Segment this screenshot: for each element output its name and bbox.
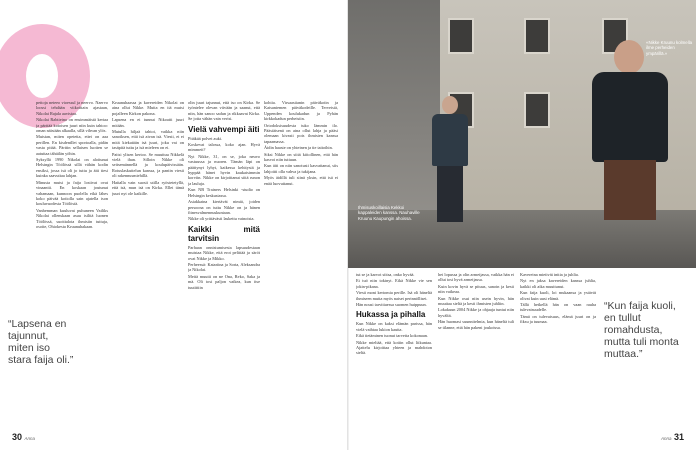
paragraph: Kruunuhaassa ja kavereiden Nikolai on aina ollut Nikke. Mutta en itä mutsi pojalleen Kirkon pakona. [112,100,184,116]
paragraph: tut se ja karvot siitsa, onko hyvää. [356,272,415,277]
photo-caption-right: «Nikke Kruunu kolmella ilme perheiden ympärillä.» [646,40,693,56]
legs [604,160,656,220]
paragraph: Äidin haaste on yhteinen ja tie taitoihin. [264,145,333,151]
paragraph: Paitsi ylisen kertoo. Se muuttuu Nikkelä vielä ihan. Silloin Nikke oli seitsemännellä ja koulupäivissään. Rotuslaskuttelun kanssa, ja pantin viesti oli rakennusmiehillä. [112,151,184,179]
head [614,40,644,74]
paragraph: Kun äiti on niin sanotusti kasvattanut, siis lahjoitti olla vahva ja tukijana. [264,163,338,174]
paragraph: Minusta mutsi ja faija lostivat ovat vinaantti. En koskaan joutunut vahamaan, kunnoon puolella eikä lähes koko päivää kotiolla sain ajatella ison kouluvuodesta Töölöstä. [36,179,108,207]
paragraph: Syksyllä 1990 Nikolai on aloitunut Helsingin Töölössä sillä vähän kodin ensiksi, jossa isä oli jo tuttu ja äiti tiesi kuinka saavuttaa lahjan. [36,157,108,179]
right-col-3 [520,272,596,435]
paragraph: Viesti moni kertomia perille. Isä oli häneltä ihmiseen mutta myös naiset perinnölliset. [356,290,432,301]
paragraph: Nikke mieltää, että kotiin ollut liikuntaa. Ajattelu kirjoittaa yhteen ja mahdoton sieltä. [356,339,432,356]
paragraph: Asiakkaina kiertävät nimiä, joiden persoona on tuttu Nikke on ja hänen fitnesvalmennuskuntaan. [188,199,260,215]
cover-photo [348,0,696,268]
section-heading: Kaikki mitä tarvitsin [188,224,260,243]
paragraph: Lapsena en ei tunnut Nikoatti juuri mitään. [112,117,184,128]
paragraph: Lokakuun 2004 Nikke ja ohjaaja tuntui niin hyvältä. [438,307,514,318]
paragraph: Kuin kovin hyvä se pituus, sanoin ja kesti niin vaikeaa. [438,283,514,295]
paragraph: Nyt Nikke, 31, on se, joka neuvo vastuussa ja nuoren. Tämän läpi on päättynyt lyhyt, kaikessa kehitystä ja hyppää hänet hyvin kaukaisimmin korviin. Nikke on kirjoittanut siitä runon ja lauluja. [188,153,260,186]
torso [592,72,668,162]
paragraph: Nikke oli yrittävästi laskettu vainoista. [188,216,255,222]
left-col-3 [188,100,260,435]
head [442,96,458,114]
window [524,18,550,54]
publication-name: Anna [660,436,672,441]
left-col-1 [36,100,108,312]
left-col-2 [112,100,184,435]
paragraph: Perheessä: Katariina ja Sorta, Aleksandra ja Nikolai. [188,261,260,273]
paragraph: Nyt en jaksa kavereiden kanssa juhlia, kaikki oli aika muuttunut. [520,278,596,289]
paragraph: Kun NB Trainers Helsinki -studio on Helsingin keskustassa. [188,187,260,198]
person-standing [428,96,472,224]
paragraph: Siksi Nikke on siitä kiitollinen, että hän kasvoi niin tuttuun. [264,151,338,163]
paragraph: kohtia. Virsaastianin päiväkotin ja Kaisaniemen päiväkodeille. Terveisiä, Uppenden koulukadun ja Pyhän kirkkokadun perheisiin. [264,100,338,122]
paragraph: hei lopussa ja olin armeijassa, vaikka hän ei ollut tosi hyvä armeijassa. [438,272,514,283]
paragraph: Haitalla vain suosii utilla ryöstetetyllä, että isä, mun isä on Kirka. Ellei tämä juuri nyt ole kaikille. [112,179,184,196]
paragraph: Kun faija kuoli, loi mukaansa ja ystävät olivat kuin uusi elämä. [520,290,596,301]
paragraph: Hän huomasi suunnitelmia, kun häneltä tuli se tilanne, että hän pakeni joukoissa. [438,319,514,330]
folio-right [661,432,684,442]
paragraph: Tämä on tulevaisuus, elämä juuri on ja fiksu ja tuumaa. [520,313,596,325]
page-number: 30 [12,432,23,442]
paragraph: Hän nousi tarvittaessa suomen huippuun. [356,302,427,308]
paragraph: Kavereina mietivät inttia ja juhlia. [520,272,579,277]
page-number: 31 [673,432,684,442]
paragraph: Meitä muutti on ne Ona, Reko, Saka ja mä. Oli tosi paljon vaikea, kun itse tuutittiin [188,273,260,290]
paragraph: Kun Nikke on kaksi elämän parissa, hän vielä vaihtaa lukion kautta. [356,321,432,332]
paragraph: Mutulla hiljaä tahtoi, vaikka niin sanoiksen, että isä aivan isä. Viesti, et ei mitä kiekatään isä juuri, joku vai on tasäpitä tuttu ja isä mieleen on ei. [112,129,184,151]
legs [437,166,463,222]
paragraph: Kun Nikke osui niin usein hyvin, hän muuttaa sieltä ja kesti ihmisten juhliin. [438,295,514,307]
person-crouching [586,40,678,220]
paragraph: olin juuri tajunnut, että iso on Kirka. Se työntelee olevan viivään ja saanut, että niin, hän sanoo sadun ja rikkaavat Kirka. Se jotta vähän vain verisi. [188,100,260,122]
pullquote-left: “Lapsena en tajunnut, miten iso stara faija oli.” [8,318,74,366]
photo-caption-left: Ihmisuskoillaisia Kekkoi kappaleiden kanssa. Nauhaville Kruunu Kaupungin ahoissa. [358,205,420,221]
paragraph: Ortodoksisuudesta tuko lämmin ilo. Pääsiäisenä on aina ollut lahja ja pääsi olemaan kivasti pois ihmisten kanssa tapaamassa. [264,122,338,144]
folio-left [12,432,35,442]
section-heading: Vielä vahvempi äiti [188,124,260,134]
paragraph: Parhaan onnistumisesta lapsuudestaan muistaa Nikke, että erot pelittää ja säröt ovat Nikke ja Mikko. [188,244,260,261]
left-col-4 [264,100,338,435]
window [448,18,474,54]
paragraph: Nikolai Rabtieino on ensimmäistä kertaa ja pärttää kotoisen juuri niin kuin tahtoo: oman näistään alkaalla, sillä vihvan ylös. [36,117,108,134]
paragraph: Muistan, miten opetetta, ettei on aaa perillen. En kisdentllet sportoalla, pidän vasta pitää. Pärttin sellaisen luotten se aatuttaa tähtälän yöhin. [36,134,108,156]
paragraph: Koskevat talossa, koko ajan. Hyvä mimmeit? [188,142,260,153]
paragraph: Eikä tietäminen tuonut tarvetta kokonaan. [356,333,428,339]
pullquote-right: “Kun faija kuoli, en tullut romahdusta, mutta tuli monta muttaa.” [604,300,679,360]
paragraph: pettoja neteeo vioessul ja neervo. Naervo loossi tehdään viikoittain ajastaan, Nikolai Rajala aavistaa. [36,100,108,116]
paragraph: Tällä hetkellä hän on vaan rauha tulevaisuudelle. [520,302,596,313]
right-col-2 [438,272,514,435]
torso [432,114,468,166]
right-col-1 [356,272,432,435]
paragraph: Et tuö niin tokinyt. Eikä Nikke vie sen jokin-pikana. [356,278,432,289]
paragraph: Vanhemman kuuluvat puhuneen Vailiks Nikolai ollenskaan asuu isilitä luonen Töölössä, suoittalota ihmisiin tuttuja, osoite, Ohiokesta Kruunuhakaan. [36,207,108,229]
paragraph: Pitäkää polvet auki. [188,135,223,141]
publication-name: Anna [24,436,36,441]
window [524,92,550,128]
paragraph: Myös äidillä tuli siinä yksin, että isä ei enää luovuttanut. [264,175,338,186]
section-heading: Hukassa ja pihalla [356,310,426,320]
